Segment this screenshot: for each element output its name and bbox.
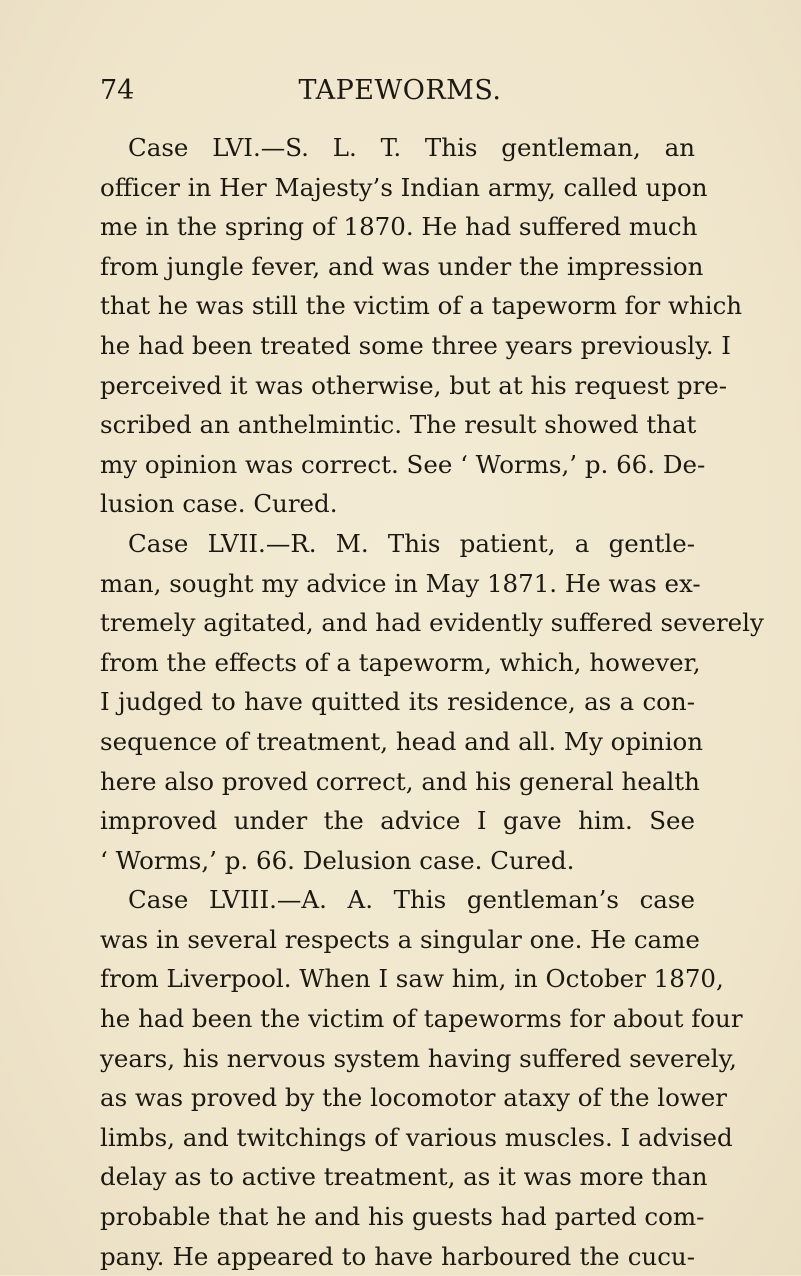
text-line: limbs, and twitchings of various muscles. I advised — [100, 1122, 733, 1152]
text-line: sequence of treatment, head and all. My opinion — [100, 726, 704, 756]
text-line: scribed an anthelmintic. The result showed that — [100, 410, 697, 440]
text-line: man, sought my advice in May 1871. He was ex- — [100, 568, 701, 598]
text-line: officer in Her Majesty’s Indian army, called upon — [100, 172, 708, 202]
text-line: me in the spring of 1870. He had suffered much — [100, 212, 698, 242]
text-line: perceived it was otherwise, but at his request pre- — [100, 370, 728, 400]
text-line: as was proved by the locomotor ataxy of the lower — [100, 1083, 728, 1113]
page-header — [100, 74, 700, 108]
text-line: years, his nervous system having suffered severely, — [100, 1043, 737, 1073]
text-line: he had been the victim of tapeworms for about four — [100, 1004, 743, 1034]
case-58-heading-line: Case LVIII.—A. A. This gentleman’s case — [128, 885, 695, 915]
text-line: from jungle fever, and was under the impression — [100, 251, 704, 281]
page-number: 74 — [100, 75, 135, 106]
running-title: TAPEWORMS. — [298, 75, 502, 106]
text-line: improved under the advice I gave him. See — [100, 806, 695, 836]
text-line: pany. He appeared to have harboured the cucu- — [100, 1241, 695, 1271]
body-text — [100, 128, 764, 1276]
text-line: was in several respects a singular one. He came — [100, 924, 700, 954]
case-57-heading-line: Case LVII.—R. M. This patient, a gentle- — [128, 528, 695, 558]
text-line: from Liverpool. When I saw him, in October 1870, — [100, 964, 724, 994]
text-line: I judged to have quitted its residence, as a con- — [100, 687, 695, 717]
text-line: lusion case. Cured. — [100, 489, 338, 519]
text-line: my opinion was correct. See ‘ Worms,’ p. 66. De- — [100, 449, 706, 479]
text-line: from the effects of a tapeworm, which, however, — [100, 647, 701, 677]
case-56-heading-line: Case LVI.—S. L. T. This gentleman, an — [128, 133, 695, 162]
text-line: that he was still the victim of a tapeworm for which — [100, 291, 743, 321]
text-line: ‘ Worms,’ p. 66. Delusion case. Cured. — [100, 845, 575, 875]
text-line: delay as to active treatment, as it was more than — [100, 1162, 708, 1192]
text-line: he had been treated some three years previously. I — [100, 330, 731, 360]
text-line: here also proved correct, and his general health — [100, 766, 700, 796]
text-line: probable that he and his guests had parted com- — [100, 1202, 705, 1232]
text-line: tremely agitated, and had evidently suffered severely — [100, 608, 764, 638]
